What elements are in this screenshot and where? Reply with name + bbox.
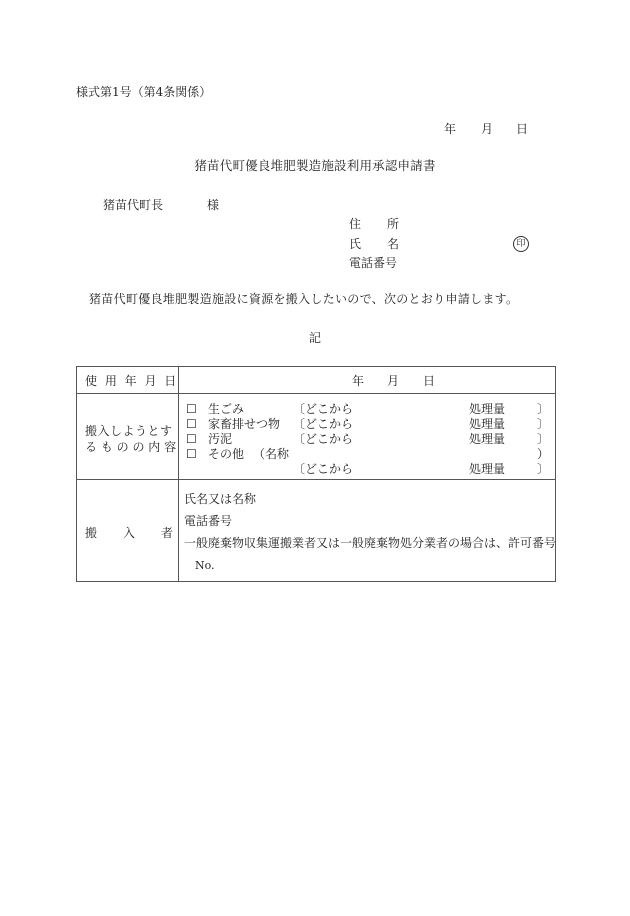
amount-label: 処理量 [469, 417, 506, 431]
label-food-waste: 生ごみ [208, 402, 245, 416]
usage-date-year: 年 [352, 374, 365, 388]
date-month: 月 [481, 122, 494, 136]
addressee-name: 猪苗代町長 [103, 198, 164, 212]
applicant-address-label: 住 所 [349, 217, 400, 231]
label-livestock-manure: 家畜排せつ物 [208, 417, 281, 431]
permit-text: 一般廃棄物収集運搬業者又は一般廃棄物処分業者の場合は、許可番号 [184, 536, 557, 550]
date-line [0, 123, 630, 137]
date-year: 年 [444, 122, 457, 136]
carrier-name-label: 氏名又は名称 [184, 492, 257, 506]
bracket-close: 〕 [537, 432, 550, 446]
applicant-phone-label: 電話番号 [349, 256, 398, 270]
usage-date-month: 月 [387, 374, 400, 388]
amount-label: 処理量 [469, 462, 506, 476]
from-label: 〔どこから [293, 417, 354, 431]
usage-date-header: 使 用 年 月 日 [85, 374, 179, 388]
addressee-honorific: 様 [207, 198, 220, 212]
amount-label: 処理量 [469, 432, 506, 446]
name-open: （名称 [253, 447, 290, 461]
usage-date-day: 日 [423, 374, 436, 388]
checkbox-sludge[interactable]: ☐ [186, 432, 197, 446]
seal-mark-icon: 印 [513, 236, 529, 252]
from-label: 〔どこから [293, 432, 354, 446]
carrier-phone-label: 電話番号 [184, 514, 233, 528]
ki-heading: 記 [308, 331, 321, 345]
form-number: 様式第1号（第4条関係） [76, 85, 212, 99]
label-sludge: 汚泥 [208, 432, 233, 446]
applicant-name-label: 氏 名 [349, 237, 400, 251]
date-day: 日 [516, 122, 529, 136]
document-title: 猪苗代町優良堆肥製造施設利用承認申請書 [194, 158, 436, 173]
label-other: その他 [208, 447, 245, 461]
bracket-close: 〕 [537, 417, 550, 431]
amount-label: 処理量 [469, 402, 506, 416]
name-close: ） [537, 447, 550, 461]
application-table: 使 用 年 月 日 年 月 日 搬入しようとす る も の の 内 容 ☐ 生ごみ 〔どこから 処理量 〕 ☐ 家畜排せつ物 〔どこから 処理量 〕 ☐ 汚泥 〔どこから 処理量 〕 ☐ その他 （名称 ） 〔どこから 処理量 〕 搬 入 者 氏名又は名称 電話番号 一般廃棄物収集運搬業者又は一般廃棄物処分業者の場合は、許可番号 No. [76, 366, 556, 582]
row-divider [77, 479, 555, 480]
column-divider [178, 367, 179, 581]
checkbox-other[interactable]: ☐ [186, 447, 197, 461]
contents-header-line1: 搬入しようとす [85, 424, 173, 438]
row-divider [77, 393, 555, 394]
contents-header-line2: る も の の 内 容 [85, 440, 177, 454]
permit-number-label: No. [195, 559, 215, 572]
from-label: 〔どこから [293, 462, 354, 476]
bracket-close: 〕 [537, 402, 550, 416]
checkbox-livestock-manure[interactable]: ☐ [186, 417, 197, 431]
bracket-close: 〕 [537, 462, 550, 476]
checkbox-food-waste[interactable]: ☐ [186, 402, 197, 416]
request-body-text: 猪苗代町優良堆肥製造施設に資源を搬入したいので、次のとおり申請します。 [89, 292, 519, 306]
from-label: 〔どこから [293, 402, 354, 416]
